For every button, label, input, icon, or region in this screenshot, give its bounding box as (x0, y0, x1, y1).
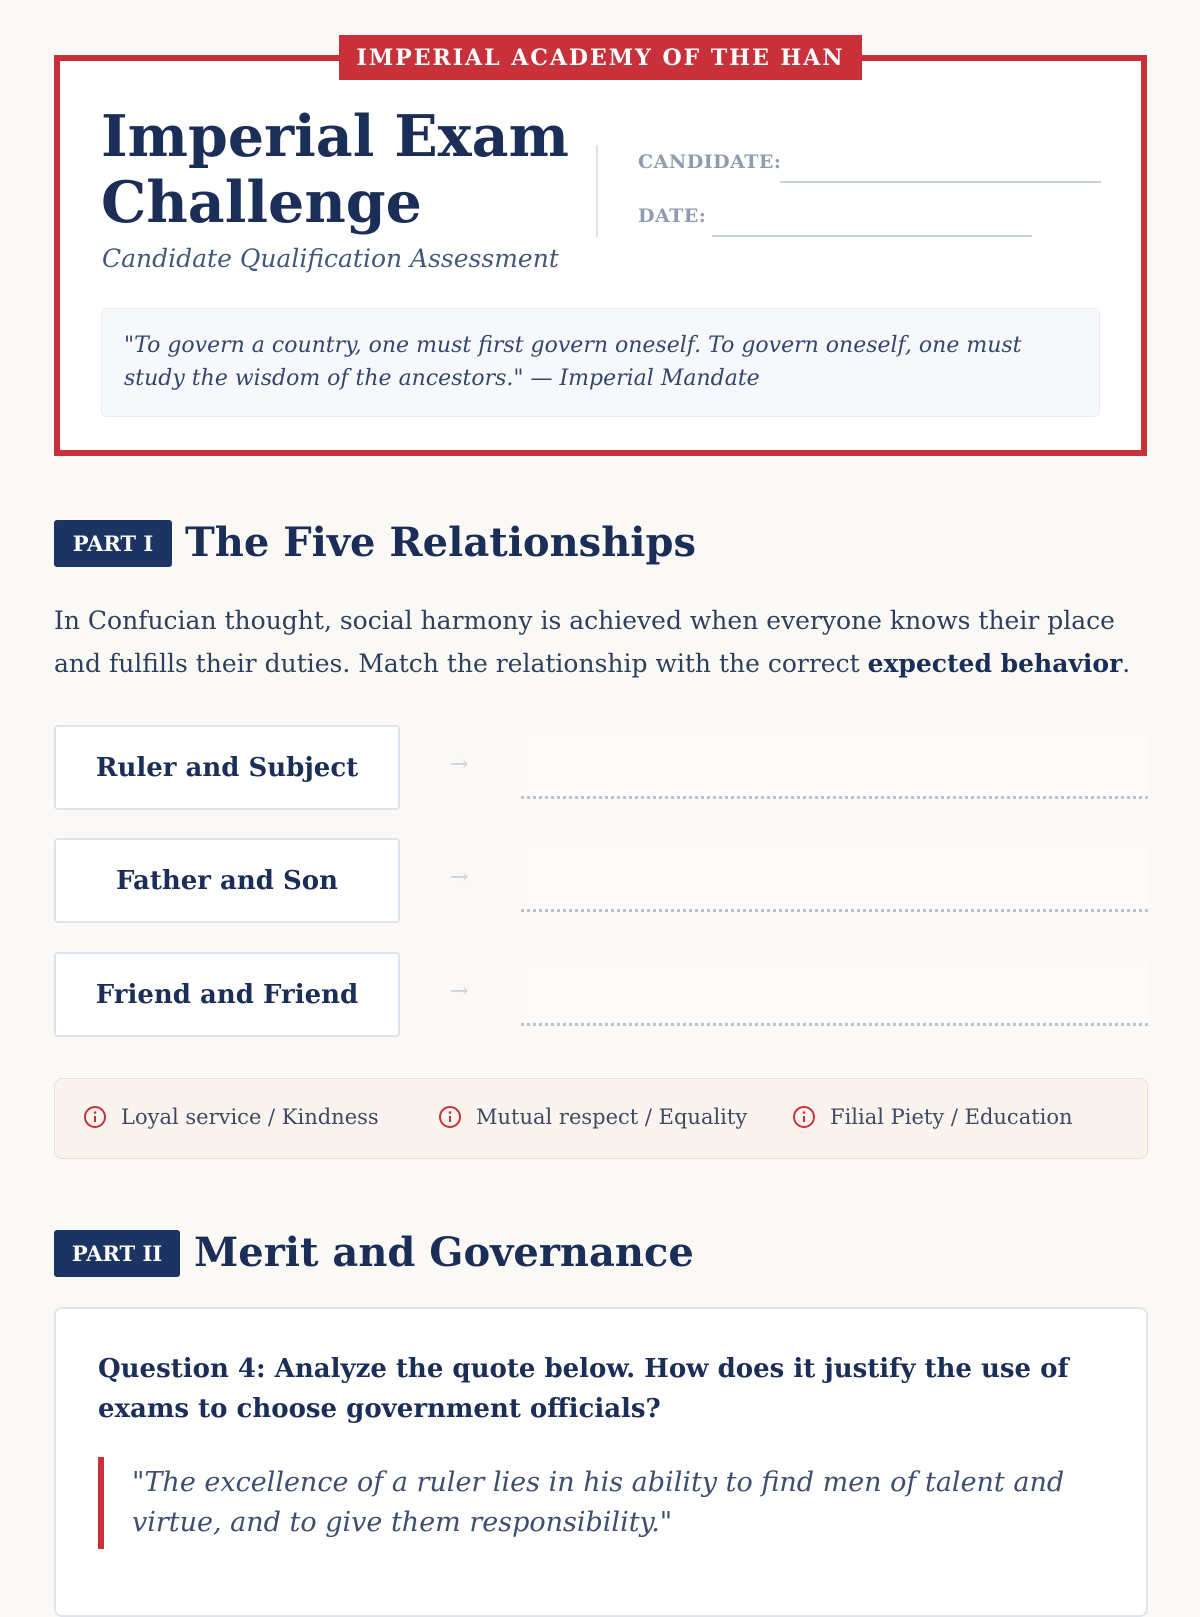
hint-item (438, 1105, 747, 1129)
question-card (54, 1307, 1148, 1617)
part-2-title: Merit and Governance (194, 1229, 694, 1276)
arrow-icon: → (450, 752, 469, 777)
info-icon (83, 1105, 107, 1129)
hint-item (83, 1105, 379, 1129)
arrow-icon: → (450, 979, 469, 1004)
hint-bar (54, 1078, 1148, 1159)
part-1-title: The Five Relationships (185, 519, 696, 566)
hint-label: Loyal service / Kindness (121, 1105, 379, 1129)
answer-slot[interactable] (521, 848, 1148, 912)
intro-text: In Confucian thought, social harmony is achieved when everyone knows their place and fulfills their duties. Match the relationship with the correct (54, 606, 1115, 678)
candidate-label: CANDIDATE: (638, 151, 782, 173)
candidate-field[interactable] (780, 181, 1101, 183)
academy-banner: IMPERIAL ACADEMY OF THE HAN (339, 35, 862, 80)
intro-end: . (1122, 649, 1131, 678)
date-field[interactable] (712, 235, 1032, 237)
mandate-quote: "To govern a country, one must first govern oneself. To govern oneself, one must study the wisdom of the ancestors." — Imperial Mandate (101, 308, 1100, 417)
question-text: Question 4: Analyze the quote below. How does it justify the use of exams to choose government officials? (98, 1354, 1069, 1424)
arrow-icon: → (450, 865, 469, 890)
hint-label: Filial Piety / Education (830, 1105, 1073, 1129)
relationship-card[interactable]: Friend and Friend (54, 952, 400, 1037)
page-subtitle: Candidate Qualification Assessment (102, 244, 559, 273)
info-icon (438, 1105, 462, 1129)
relationship-card[interactable]: Ruler and Subject (54, 725, 400, 810)
intro-emphasis: expected behavior (867, 649, 1123, 678)
date-label: DATE: (638, 205, 707, 227)
answer-slot[interactable] (521, 962, 1148, 1026)
header-divider (596, 145, 598, 237)
info-icon (792, 1105, 816, 1129)
hint-label: Mutual respect / Equality (476, 1105, 748, 1129)
answer-slot[interactable] (521, 735, 1148, 799)
part-2-badge: PART II (54, 1230, 180, 1277)
relationship-card[interactable]: Father and Son (54, 838, 400, 923)
part-1-intro (54, 599, 1164, 685)
hint-item (792, 1105, 1073, 1129)
page-title: Imperial Exam Challenge (101, 103, 569, 236)
part-1-badge: PART I (54, 520, 172, 567)
question-quote: "The excellence of a ruler lies in his ability to find men of talent and virtue, and to give them responsibility." (98, 1457, 1098, 1549)
